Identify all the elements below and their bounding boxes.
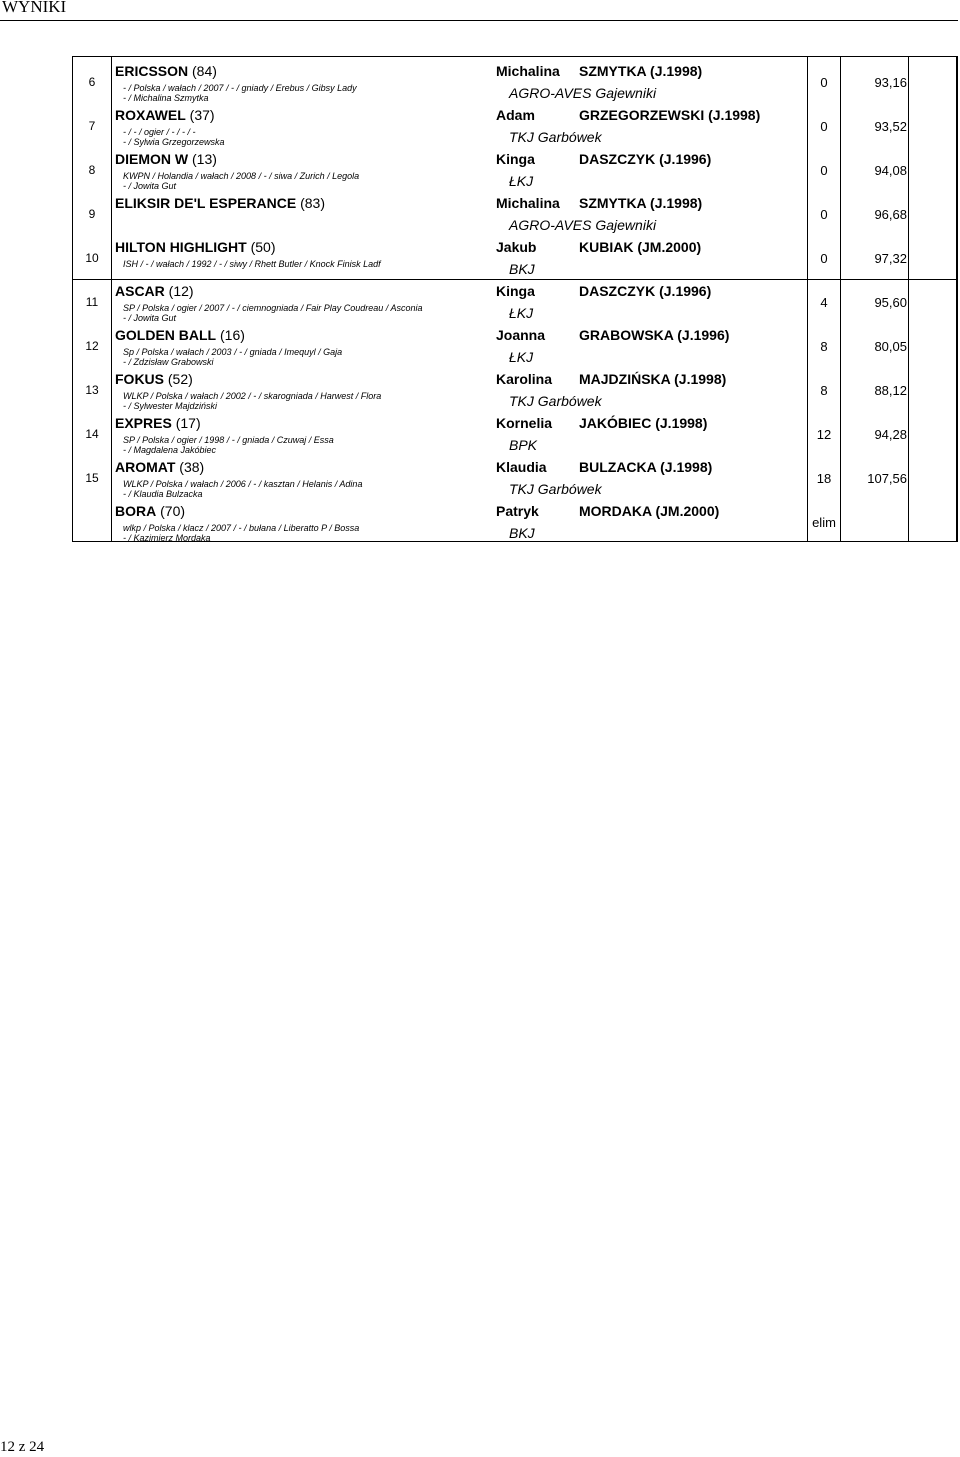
club-name: ŁKJ xyxy=(509,173,534,189)
horse-name xyxy=(115,327,245,343)
table-row xyxy=(73,57,956,101)
time-cell: 95,60 xyxy=(874,295,907,310)
time-cell: 107,56 xyxy=(867,471,907,486)
place-cell: 15 xyxy=(85,471,99,485)
penalty-cell: 0 xyxy=(820,163,828,178)
horse-name xyxy=(115,283,194,299)
page-number: 12 z 24 xyxy=(0,1439,45,1455)
penalty-cell: 18 xyxy=(816,471,832,486)
horse-details: SP / Polska / ogier / 2007 / - / ciemnogniada / Fair Play Coudreau / Asconia xyxy=(123,303,423,313)
horse-title: BORA xyxy=(115,503,157,519)
horse-details: WLKP / Polska / wałach / 2006 / - / kasztan / Helanis / Adina xyxy=(123,479,363,489)
horse-name xyxy=(115,459,204,475)
page-title: WYNIKI xyxy=(2,0,67,16)
penalty-cell: 0 xyxy=(820,75,828,90)
horse-owner: - / Sylwester Majdziński xyxy=(123,401,218,411)
club-name: ŁKJ xyxy=(509,305,534,321)
page-header xyxy=(0,0,958,21)
rider-last-name: MAJDZIŃSKA (J.1998) xyxy=(579,371,727,387)
results-table xyxy=(72,56,958,542)
penalty-cell: 8 xyxy=(820,383,828,398)
horse-title: DIEMON W xyxy=(115,151,189,167)
horse-number: (38) xyxy=(179,459,205,475)
table-row xyxy=(73,233,956,277)
table-row xyxy=(73,321,956,365)
rider-last-name: DASZCZYK (J.1996) xyxy=(579,151,712,167)
horse-details: WLKP / Polska / wałach / 2002 / - / skarogniada / Harwest / Flora xyxy=(123,391,382,401)
rider-name xyxy=(496,327,730,343)
horse-title: ROXAWEL xyxy=(115,107,186,123)
rider-name xyxy=(496,107,761,123)
place-cell: 6 xyxy=(88,75,96,89)
time-cell: 94,28 xyxy=(874,427,907,442)
club-name: ŁKJ xyxy=(509,349,534,365)
rider-first-name: Patryk xyxy=(496,503,539,519)
rider-name xyxy=(496,195,703,211)
horse-owner: - / Jowita Gut xyxy=(123,313,177,323)
horse-number: (50) xyxy=(250,239,276,255)
rider-first-name: Joanna xyxy=(496,327,546,343)
horse-details: - / - / ogier / - / - / - xyxy=(123,127,196,137)
horse-name xyxy=(115,195,325,211)
club-name: TKJ Garbówek xyxy=(509,393,602,409)
club-name: BKJ xyxy=(509,525,535,541)
horse-owner: - / Jowita Gut xyxy=(123,181,177,191)
rider-last-name: JAKÓBIEC (J.1998) xyxy=(579,415,708,431)
place-cell: 14 xyxy=(85,427,99,441)
table-row xyxy=(73,409,956,453)
horse-number: (52) xyxy=(167,371,193,387)
rider-last-name: SZMYTKA (J.1998) xyxy=(579,63,703,79)
place-cell: 10 xyxy=(85,251,99,265)
penalty-cell: 0 xyxy=(820,207,828,222)
table-row xyxy=(73,101,956,145)
horse-title: ELIKSIR DE'L ESPERANCE xyxy=(115,195,297,211)
horse-number: (83) xyxy=(300,195,326,211)
horse-owner: - / Kazimierz Mordaka xyxy=(123,533,211,543)
time-cell: 93,16 xyxy=(874,75,907,90)
table-row xyxy=(73,189,956,233)
rider-last-name: GRABOWSKA (J.1996) xyxy=(579,327,730,343)
rider-name xyxy=(496,459,713,475)
horse-title: AROMAT xyxy=(115,459,176,475)
time-cell: 93,52 xyxy=(874,119,907,134)
horse-details: - / Polska / wałach / 2007 / - / gniady / Erebus / Gibsy Lady xyxy=(123,83,357,93)
rider-first-name: Michalina xyxy=(496,195,560,211)
rider-first-name: Kornelia xyxy=(496,415,553,431)
place-cell: 11 xyxy=(85,295,99,309)
penalty-cell: 12 xyxy=(816,427,832,442)
club-name: TKJ Garbówek xyxy=(509,129,602,145)
horse-number: (37) xyxy=(189,107,215,123)
rider-name xyxy=(496,283,712,299)
horse-details: SP / Polska / ogier / 1998 / - / gniada / Czuwaj / Essa xyxy=(123,435,334,445)
rider-last-name: BULZACKA (J.1998) xyxy=(579,459,713,475)
table-row xyxy=(73,277,956,321)
horse-number: (17) xyxy=(175,415,201,431)
club-name: AGRO-AVES Gajewniki xyxy=(509,85,657,101)
horse-number: (13) xyxy=(192,151,217,167)
horse-number: (12) xyxy=(168,283,194,299)
table-row xyxy=(73,145,956,189)
penalty-cell: 0 xyxy=(820,119,828,134)
rider-last-name: KUBIAK (JM.2000) xyxy=(579,239,702,255)
horse-number: (16) xyxy=(220,327,245,343)
table-row xyxy=(73,497,956,541)
penalty-cell: 4 xyxy=(820,295,828,310)
rider-first-name: Kinga xyxy=(496,283,535,299)
rider-first-name: Adam xyxy=(496,107,535,123)
penalty-cell: elim xyxy=(812,515,836,530)
horse-details: Sp / Polska / wałach / 2003 / - / gniada / Imequyl / Gaja xyxy=(123,347,343,357)
place-cell: 7 xyxy=(88,119,96,133)
time-cell: 96,68 xyxy=(874,207,907,222)
horse-name xyxy=(115,63,217,79)
rider-first-name: Kinga xyxy=(496,151,535,167)
place-cell: 9 xyxy=(88,207,96,221)
horse-name xyxy=(115,239,276,255)
horse-name xyxy=(115,107,215,123)
rider-name xyxy=(496,63,703,79)
horse-owner: - / Klaudia Bulzacka xyxy=(123,489,203,499)
rider-name xyxy=(496,371,727,387)
place-cell: 8 xyxy=(88,163,96,177)
club-name: BKJ xyxy=(509,261,535,277)
horse-title: FOKUS xyxy=(115,371,164,387)
horse-owner: - / Magdalena Jakóbiec xyxy=(123,445,217,455)
table-row xyxy=(73,365,956,409)
penalty-cell: 0 xyxy=(820,251,828,266)
rider-last-name: GRZEGORZEWSKI (J.1998) xyxy=(579,107,761,123)
horse-owner: - / Zdzisław Grabowski xyxy=(123,357,214,367)
rider-first-name: Jakub xyxy=(496,239,537,255)
club-name: AGRO-AVES Gajewniki xyxy=(509,217,657,233)
rider-name xyxy=(496,239,702,255)
rider-last-name: SZMYTKA (J.1998) xyxy=(579,195,703,211)
penalty-cell: 8 xyxy=(820,339,828,354)
horse-name xyxy=(115,503,185,519)
horse-owner: - / Michalina Szmytka xyxy=(123,93,209,103)
rider-name xyxy=(496,415,708,431)
time-cell: 94,08 xyxy=(874,163,907,178)
rider-name xyxy=(496,503,720,519)
rider-first-name: Karolina xyxy=(496,371,553,387)
horse-name xyxy=(115,371,193,387)
club-name: BPK xyxy=(509,437,538,453)
horse-title: GOLDEN BALL xyxy=(115,327,217,343)
horse-details: KWPN / Holandia / wałach / 2008 / - / siwa / Zurich / Legola xyxy=(123,171,360,181)
horse-title: EXPRES xyxy=(115,415,172,431)
horse-title: ASCAR xyxy=(115,283,165,299)
table-row xyxy=(73,453,956,497)
horse-name xyxy=(115,151,217,167)
horse-name xyxy=(115,415,201,431)
time-cell: 88,12 xyxy=(874,383,907,398)
time-cell: 80,05 xyxy=(874,339,907,354)
rider-first-name: Michalina xyxy=(496,63,560,79)
club-name: TKJ Garbówek xyxy=(509,481,602,497)
horse-owner: - / Sylwia Grzegorzewska xyxy=(123,137,225,147)
place-cell: 12 xyxy=(85,339,99,353)
horse-title: ERICSSON xyxy=(115,63,189,79)
place-cell: 13 xyxy=(85,383,99,397)
rider-name xyxy=(496,151,712,167)
horse-details: ISH / - / wałach / 1992 / - / siwy / Rhett Butler / Knock Finisk Ladf xyxy=(123,259,381,269)
horse-number: (70) xyxy=(160,503,186,519)
rider-last-name: DASZCZYK (J.1996) xyxy=(579,283,712,299)
rider-first-name: Klaudia xyxy=(496,459,547,475)
rider-last-name: MORDAKA (JM.2000) xyxy=(579,503,720,519)
horse-title: HILTON HIGHLIGHT xyxy=(115,239,247,255)
horse-details: wlkp / Polska / klacz / 2007 / - / bułana / Liberatto P / Bossa xyxy=(123,523,360,533)
time-cell: 97,32 xyxy=(874,251,907,266)
horse-number: (84) xyxy=(192,63,217,79)
